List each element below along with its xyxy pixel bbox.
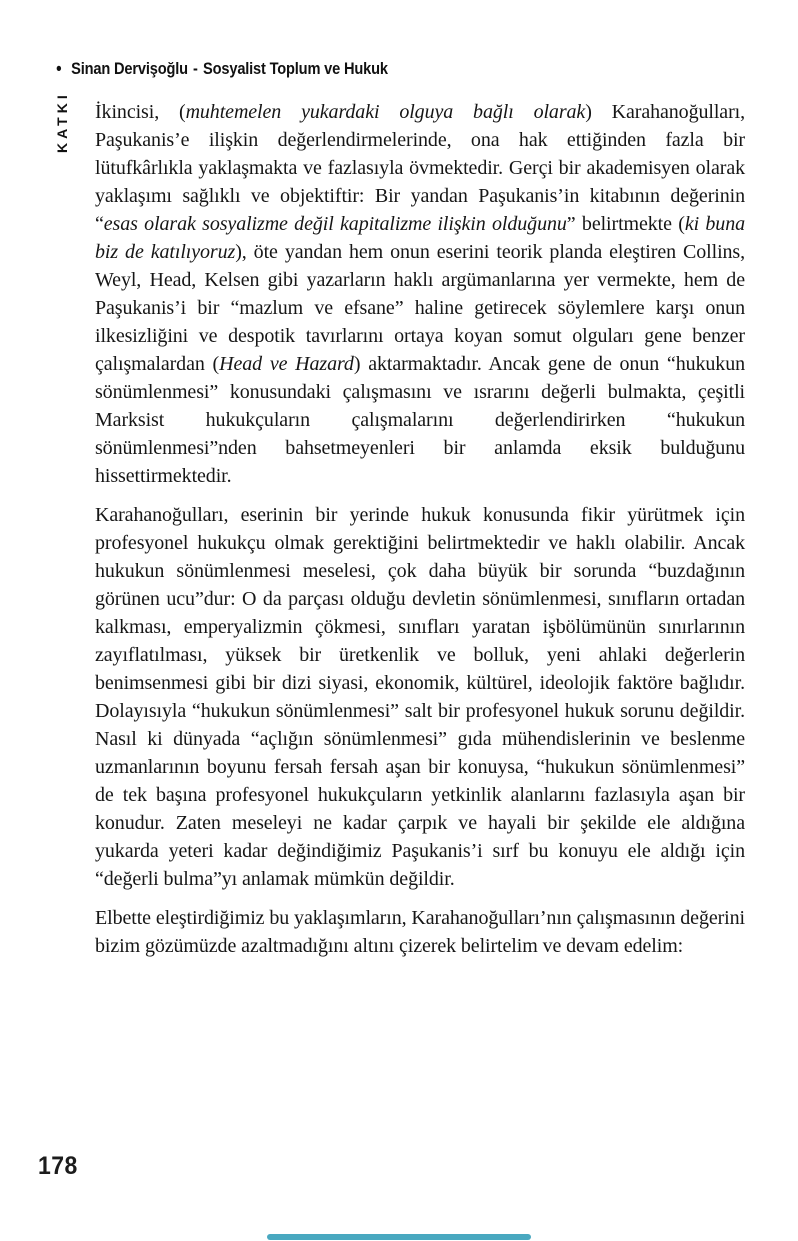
margin-section-label: KATKI — [54, 91, 70, 153]
header-separator: - — [193, 59, 198, 78]
paragraph-3: Elbette eleştirdiğimiz bu yaklaşımların, Karahanoğulları’nın çalışmasının değerini bizim gözümüzde azaltmadığını altını çizerek belirtelim ve devam edelim: — [95, 907, 745, 957]
body-text-column — [95, 98, 745, 971]
paragraph-1: İkincisi, (muhtemelen yukardaki olguya bağlı olarak) Karahanoğulları, Paşukanis’e ilişkin değerlendirmelerinde, ona hak ettiğinden fazla bir lütufkârlıkla yaklaşmakta ve fazlasıyla övmektedir. Gerçi bir akademisyen olarak yaklaşımı sağlıklı ve objektiftir: Bir yandan Paşukanis’in kitabının değerinin “esas olarak sosyalizme değil kapitalizme ilişkin olduğunu” belirtmekte (ki buna biz de katılıyoruz), öte yandan hem onun eserini teorik planda eleştiren Collins, Weyl, Head, Kelsen gibi yazarların haklı argümanlarına yer vermekte, hem de Paşukanis’i bir “mazlum ve efsane” haline getirecek söylemlere karşı onun ilkesizliğini ve despotik tavırlarını ortaya koyan somut olguları gene benzer çalışmalardan (Head ve Hazard) aktarmaktadır. Ancak gene de onun “hukukun sönümlenmesi” konusundaki çalışmasını ve ısrarını değerli bulmakta, çeşitli Marksist hukukçuların çalışmalarını değerlendirirken “hukukun sönümlenmesi”nden bahsetmeyenleri bir anlamda eksik bulduğunu hissettirmektedir. — [95, 101, 746, 487]
progress-indicator-bar[interactable] — [267, 1234, 531, 1240]
page-number: 178 — [38, 1152, 78, 1180]
header-author: Sinan Dervişoğlu — [71, 59, 188, 78]
running-header — [56, 59, 388, 79]
bullet-icon: • — [56, 58, 62, 80]
paragraph-2: Karahanoğulları, eserinin bir yerinde hukuk konusunda fikir yürütmek için profesyonel hukukçu olmak gerektiğini belirtmektedir ve haklı olabilir. Ancak hukukun sönümlenmesi meselesi, çok daha büyük bir sorunda “buzdağının görünen ucu”dur: O da parçası olduğu devletin sönümlenmesi, sınıfların ortadan kalkması, emperyalizmin çökmesi, sınıfları yaratan işbölümünün sınırlarının zayıflatılması, yüksek bir üretkenlik ve bolluk, yeni ahlaki değerlerin benimsenmesi gibi bir dizi siyasi, ekonomik, kültürel, ideolojik faktöre bağlıdır. Dolayısıyla “hukukun sönümlenmesi” salt bir profesyonel hukuk sorunu değildir. Nasıl ki dünyada “açlığın sönümlenmesi” gıda mühendislerinin ve beslenme uzmanlarının boyunu fersah fersah aşan bir konuysa, “hukukun sönümlenmesi” de tek başına profesyonel hukukçuların yetkinlik alanlarını fazlasıyla aşan bir konudur. Zaten meseleyi ne kadar çarpık ve hayali bir şekilde ele aldığına yukarda yeteri kadar değindiğimiz Paşukanis’i sırf bu konuyu ele aldığı için “değerli bulma”yı anlamak mümkün değildir. — [95, 504, 745, 890]
header-book-title: Sosyalist Toplum ve Hukuk — [203, 59, 388, 78]
